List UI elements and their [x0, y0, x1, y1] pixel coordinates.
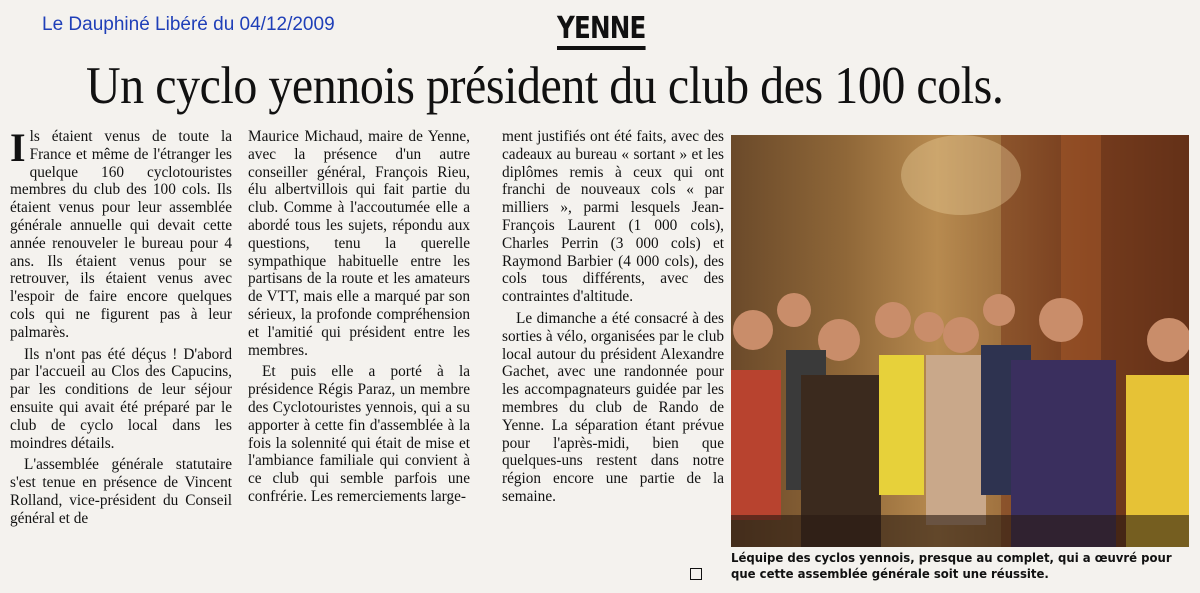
- article-column-2: [248, 128, 470, 510]
- photo-caption: Léquipe des cyclos yennois, presque au complet, qui a œuvré pour que cette assemblée générale soit une réussite.: [731, 550, 1172, 581]
- paragraph: Maurice Michaud, maire de Yenne, avec la présence d'un autre conseiller général, François Rieu, élu albertvillois qui fait partie du club. Comme à l'accoutumée elle a abordé tous les sujets, répondu aux questions, tenu la querelle sympathique habituelle entre les partisans de la route et les amateurs de VTT, mais elle a marqué par son sérieux, la profonde compréhension et l'amitié qui président entre les membres.: [248, 128, 470, 359]
- newspaper-source-line: Le Dauphiné Libéré du 04/12/2009: [42, 14, 335, 35]
- drop-cap: I: [10, 125, 26, 170]
- article-end-mark: [690, 568, 702, 580]
- group-photo: [731, 135, 1189, 547]
- paragraph: Ils n'ont pas été déçus ! D'abord par l'accueil au Clos des Capucins, par les conditions de leur séjour ensuite qui avait été préparé par le club de cyclo local dans les moindres détails.: [10, 345, 232, 452]
- article-column-3: [502, 128, 724, 510]
- paragraph: [10, 125, 232, 342]
- group-photo-illustration: [731, 135, 1189, 547]
- article-headline: Un cyclo yennois président du club des 100 cols.: [86, 57, 1004, 115]
- paragraph: L'assemblée générale statutaire s'est tenue en présence de Vincent Rolland, vice-président du Conseil général et de: [10, 456, 232, 527]
- article-column-1: [10, 125, 232, 532]
- paragraph: Et puis elle a porté à la présidence Régis Paraz, un membre des Cyclotouristes yennois, qui a su apporter à cette fin d'assemblée à la fois la solennité qui était de mise et l'ambiance familiale qui convient à ce club qui semble parfois une confrérie. Les remerciements large-: [248, 363, 470, 505]
- paragraph: ment justifiés ont été faits, avec des cadeaux au bureau « sortant » et les diplômes remis à ceux qui ont franchi de nouveaux cols « par milliers », parmi lesquels Jean-François Laurent (1 000 cols), Charles Perrin (3 000 cols) et Raymond Barbier (4 000 cols), des cols tous différents, avec des contraintes d'altitude.: [502, 128, 724, 306]
- section-rubric: YENNE: [557, 12, 646, 50]
- paragraph: Le dimanche a été consacré à des sorties à vélo, organisées par le club local autour du président Alexandre Gachet, avec une randonnée pour les accompagnateurs guidée par les membres du club de Rando de Yenne. La séparation étant prévue pour l'après-midi, bien que quelques-uns restent dans notre région encore une partie de la semaine.: [502, 309, 724, 505]
- paragraph-text: ls étaient venus de toute la France et même de l'étranger les quelque 160 cyclotouristes membres du club des 100 cols. Ils étaient venus pour leur assemblée générale annuelle qui devait cette année renouveler le bureau pour 4 ans. Ils étaient venus pour se retrouver, ils étaient venus avec l'espoir de faire encore quelques cols qui ne figurent pas à leur palmarès.: [10, 128, 232, 341]
